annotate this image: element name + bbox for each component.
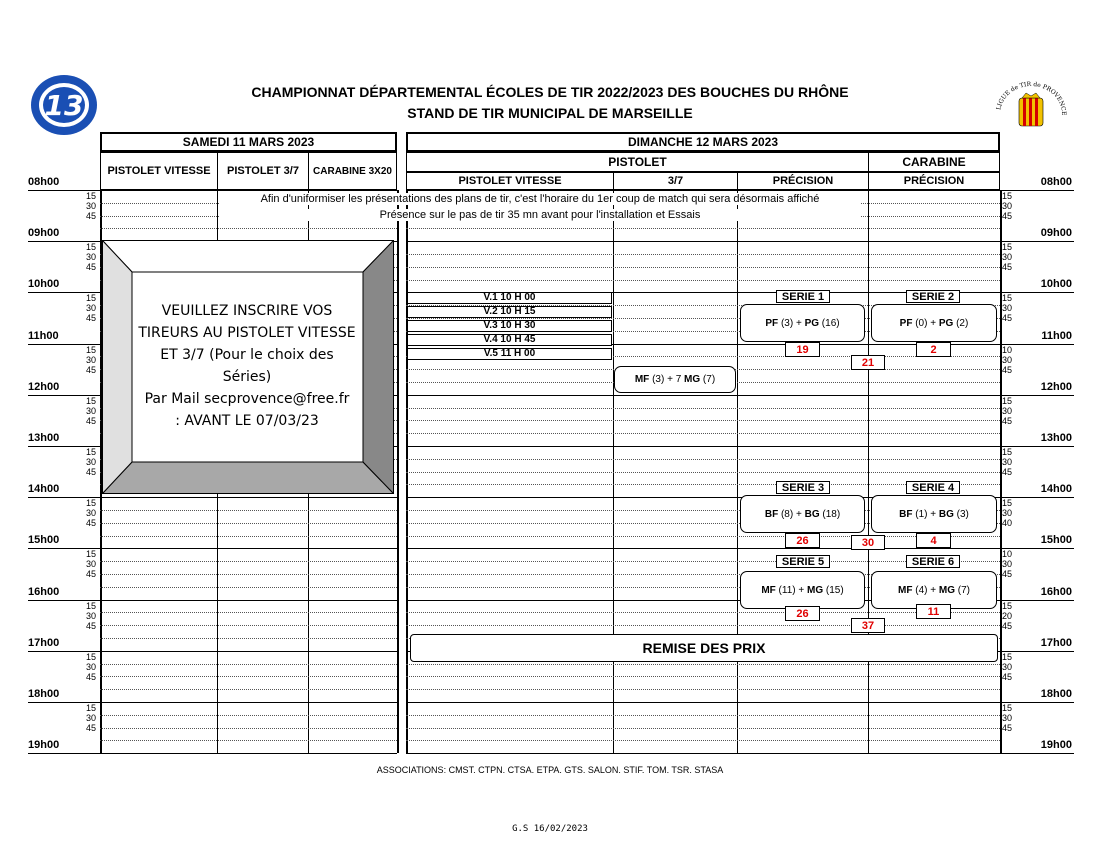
sunday-group-carabine: CARABINE [868,152,1000,172]
logo-13-text: 13 [44,89,84,122]
quarter-labels-right: 15 30 45 [1002,395,1013,426]
grid-quarter-line [100,523,397,524]
grid-quarter-line [100,625,397,626]
grid-quarter-line [406,420,1000,421]
quarter-labels-left: 15 30 45 [85,242,96,273]
title-line-2: STAND DE TIR MUNICIPAL DE MARSEILLE [407,105,693,121]
grid-hour-line [406,190,1074,191]
hour-label-left: 16h00 [28,585,60,598]
serie-5-6-total: 37 [851,618,885,633]
sat-col-carabine-3x20: CARABINE 3X20 [308,152,397,190]
grid-hour-line [406,548,1074,549]
serie-6-count: 11 [916,604,951,619]
quarter-labels-left: 15 30 45 [85,703,96,733]
quarter-labels-right: 15 30 45 [1002,651,1013,682]
hour-label-right: 09h00 [1040,227,1072,240]
hour-label-right: 12h00 [1040,380,1072,393]
serie-6-pill: MF (4) + MG (7) [871,571,997,609]
grid-quarter-line [406,715,1000,716]
serie-1-label: SERIE 1 [776,290,830,303]
grid-hour-line [28,753,397,754]
notice-line-5: Par Mail secprovence@free.fr [144,391,350,407]
sun-col-pistolet-vitesse: PISTOLET VITESSE [406,172,614,190]
grid-quarter-line [100,612,397,613]
serie-6-label: SERIE 6 [906,555,960,568]
sunday-header: DIMANCHE 12 MARS 2023 [406,132,1000,152]
serie-5-label: SERIE 5 [776,555,830,568]
grid-quarter-line [406,664,1000,665]
vitesse-slot-1: V.1 10 H 00 [407,292,612,304]
grid-quarter-line [406,676,1000,677]
grid-quarter-line [100,664,397,665]
logo-13 [30,74,98,136]
sun-col-precision-carabine: PRÉCISION [868,172,1000,190]
serie-5-count: 26 [785,606,820,621]
grid-quarter-line [100,536,397,537]
quarter-labels-right: 15 30 40 [1002,498,1013,529]
notice-line-2: TIREURS AU PISTOLET VITESSE [138,325,356,341]
serie-3-count: 26 [785,533,820,548]
title-line-1: CHAMPIONNAT DÉPARTEMENTAL ÉCOLES DE TIR 2022/2023 DES BOUCHES DU RHÔNE [251,84,849,100]
quarter-labels-left: 15 30 45 [85,651,96,682]
grid-quarter-line [100,228,397,229]
serie-4-label: SERIE 4 [906,481,960,494]
hour-label-left: 08h00 [28,176,60,188]
quarter-labels-right: 15 30 45 [1002,293,1013,324]
grid-quarter-line [406,254,1000,255]
hour-label-right: 18h00 [1040,688,1072,700]
sunday-group-pistolet: PISTOLET [406,152,869,172]
hour-label-right: 11h00 [1041,329,1072,342]
grid-hour-line [406,753,1074,754]
grid-hour-line [406,446,1074,447]
grid-quarter-line [406,280,1000,281]
notice-line-6: : AVANT LE 07/03/23 [175,413,319,429]
serie-2-pill: PF (0) + PG (2) [871,304,997,342]
hour-label-left: 11h00 [28,329,59,342]
grid-quarter-line [406,472,1000,473]
hour-label-left: 13h00 [28,432,60,444]
quarter-labels-right: 15 20 45 [1002,600,1013,631]
notice-line-1: VEUILLEZ INSCRIRE VOS [161,303,333,319]
hour-label-right: 17h00 [1040,636,1072,649]
quarter-labels-right: 15 30 45 [1002,242,1013,273]
grid-hour-line [406,395,1074,396]
vitesse-slot-5: V.5 11 H 00 [407,348,612,360]
grid-quarter-line [100,740,397,741]
grid-hour-line [406,702,1074,703]
hour-label-right: 16h00 [1040,585,1072,598]
grid-quarter-line [100,510,397,511]
serie-2-count: 2 [916,342,951,357]
hour-label-left: 18h00 [28,688,60,700]
grid-quarter-line [406,625,1000,626]
quarter-labels-left: 15 30 45 [85,447,96,477]
grid-hour-line [406,241,1074,242]
quarter-labels-left: 15 30 45 [85,498,96,529]
hour-label-right: 15h00 [1040,534,1072,547]
hour-label-right: 10h00 [1040,278,1072,291]
sun-col-37: 3/7 [613,172,738,190]
grid-quarter-line [100,638,397,639]
grid-quarter-line [100,587,397,588]
remise-des-prix: REMISE DES PRIX [410,634,998,662]
grid-quarter-line [406,433,1000,434]
serie-1-pill: PF (3) + PG (16) [740,304,865,342]
sat-col-pistolet-vitesse: PISTOLET VITESSE [100,152,218,190]
grid-quarter-line [100,689,397,690]
grid-quarter-line [406,612,1000,613]
serie-1-2-total: 21 [851,355,885,370]
quarter-labels-left: 15 30 45 [85,344,96,375]
logo-ligue-provence [992,80,1070,138]
hour-label-right: 08h00 [1040,176,1072,188]
quarter-labels-right: 10 30 45 [1002,549,1013,580]
hour-label-left: 10h00 [28,278,60,291]
quarter-labels-left: 15 30 45 [85,293,96,324]
mf-37-pill: MF (3) + 7 MG (7) [614,366,736,393]
serie-4-pill: BF (1) + BG (3) [871,495,997,533]
grid-quarter-line [406,689,1000,690]
hour-label-left: 14h00 [28,483,60,496]
notice-text [133,300,361,432]
hour-label-left: 15h00 [28,534,60,547]
sat-col-pistolet-37: PISTOLET 3/7 [217,152,309,190]
serie-3-4-total: 30 [851,535,885,550]
hour-label-left: 17h00 [28,636,60,649]
grid-quarter-line [406,267,1000,268]
footer-signature: G.S 16/02/2023 [512,824,588,834]
grid-quarter-line [406,228,1000,229]
serie-3-label: SERIE 3 [776,481,830,494]
grid-quarter-line [100,715,397,716]
quarter-labels-left: 15 30 45 [85,395,96,426]
vitesse-slot-3: V.3 10 H 30 [407,320,612,332]
grid-quarter-line [100,728,397,729]
vitesse-slot-2: V.2 10 H 15 [407,306,612,318]
saturday-header: SAMEDI 11 MARS 2023 [100,132,397,152]
serie-4-count: 4 [916,533,951,548]
grid-quarter-line [100,561,397,562]
grid-vline [397,190,399,753]
grid-quarter-line [406,728,1000,729]
hour-label-left: 09h00 [28,227,60,240]
grid-quarter-line [100,574,397,575]
notice-line-4: Séries) [222,369,272,385]
quarter-labels-right: 10 30 45 [1002,344,1013,375]
quarter-labels-right: 15 30 45 [1002,191,1013,221]
vitesse-slot-4: V.4 10 H 45 [407,334,612,346]
serie-1-count: 19 [785,342,820,357]
notice-line-3: ET 3/7 (Pour le choix des [160,347,334,363]
grid-quarter-line [406,459,1000,460]
serie-3-pill: BF (8) + BG (18) [740,495,865,533]
serie-5-pill: MF (11) + MG (15) [740,571,865,609]
svg-text:LIGUE de TIR de PROVENCE: LIGUE de TIR de PROVENCE [995,80,1068,116]
grid-quarter-line [406,536,1000,537]
sun-col-precision-pistolet: PRÉCISION [737,172,869,190]
hour-label-right: 13h00 [1040,432,1072,444]
quarter-labels-left: 15 30 45 [85,600,96,631]
info-line-2: Présence sur le pas de tir 35 mn avant pour l'installation et Essais [220,209,860,221]
hour-label-left: 12h00 [28,380,60,393]
serie-2-label: SERIE 2 [906,290,960,303]
hour-label-right: 14h00 [1040,483,1072,496]
hour-label-right: 19h00 [1040,739,1072,752]
grid-quarter-line [406,740,1000,741]
grid-quarter-line [100,676,397,677]
hour-label-left: 19h00 [28,739,60,752]
info-line-1: Afin d'uniformiser les présentations des plans de tir, c'est l'horaire du 1er coup de match qui sera désormais affiché [220,193,860,205]
associations-line: ASSOCIATIONS: CMST. CTPN. CTSA. ETPA. GTS. SALON. STIF. TOM. TSR. STASA [376,765,724,775]
quarter-labels-right: 15 30 45 [1002,447,1013,477]
grid-quarter-line [406,408,1000,409]
quarter-labels-right: 15 30 45 [1002,703,1013,733]
quarter-labels-left: 15 30 45 [85,549,96,580]
quarter-labels-left: 15 30 45 [85,191,96,221]
